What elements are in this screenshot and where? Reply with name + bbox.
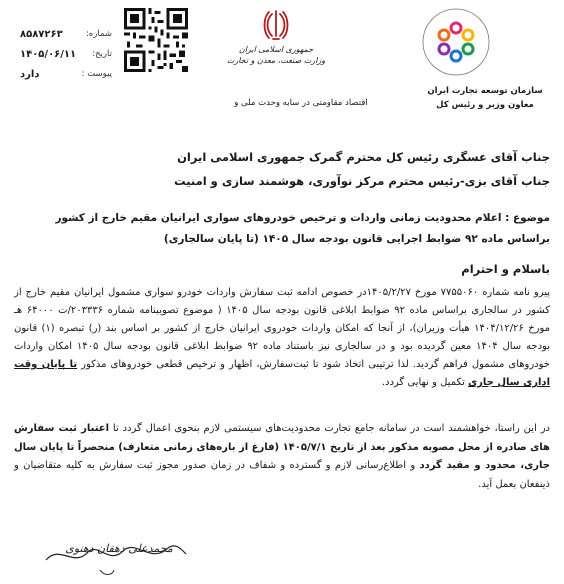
organization-block: [420, 84, 550, 112]
paragraph-2-end: و اطلاع‌رسانی لازم و گسترده و شفاف در زمان صدور مجوز ثبت سفارش به کلیه متقاضیان و ذینفعان بعمل آید.: [14, 460, 550, 490]
letter-number-row: [20, 24, 112, 44]
iran-emblem-icon: [262, 8, 290, 42]
ministry-line-1: جمهوری اسلامی ایران: [238, 45, 314, 54]
recipient-2: جناب آقای بزی-رئیس محترم مرکز نوآوری، هوشمند سازی و امنیت: [174, 174, 550, 188]
attachment-label: پیوست :: [81, 69, 112, 79]
ministry-line-2: وزارت صنعت، معدن و تجارت: [226, 56, 326, 65]
recipient-1: جناب آقای عسگری رئیس کل محترم گمرک جمهوری اسلامی ایران: [177, 150, 550, 164]
signatory-name: محمدعلی دهقان دهنوی: [65, 542, 173, 555]
paragraph-1-end: تکمیل و نهایی گردد.: [381, 377, 465, 388]
paragraph-2-emphasis: اعتبار ثبت سفارش های صادره از محل مصوبه مذکور بعد از تاریخ ۱۴۰۵/۷/۱ (فارغ از بازه‌های زمانی متعارف) منحصراً تا پایان سال جاری، محدود و مقید گردد: [14, 423, 550, 471]
letter-date-row: [20, 44, 112, 64]
paragraph-1-emphasis: تا پایان وقت اداری سال جاری: [14, 359, 550, 388]
attachment-value: دارد: [20, 68, 40, 80]
organization-name: سازمان توسعه تجارت ایران: [427, 86, 543, 96]
number-value: ۸۵۸۷۲۶۳: [20, 28, 63, 40]
letter-meta: [20, 24, 112, 84]
date-value: ۱۴۰۵/۰۶/۱۱: [20, 48, 77, 60]
number-label: شماره:: [85, 29, 112, 39]
paragraph-2-text: در این راستا، خواهشمند است در سامانه جامع تجارت محدودیت‌های سیستمی لازم بنحوی اعمال گردد تا: [112, 423, 550, 434]
paragraph-2: [14, 420, 550, 494]
paragraph-1-text: پیرو نامه شماره ۷۷۵۵۰۶۰ مورخ ۱۴۰۵/۲/۲۷در خصوص ادامه ثبت سفارش واردات خودرو سواری مشمول ایرانیان مقیم خارج از کشور در سالجاری براساس ماده ۹۲ ضوابط ابلاغی قانون بودجه سال ۱۴۰۵ ( موضوع تصویبنامه شماره ۲۰۳۳۳۶/ت ۶۴۰۰۰ هـ مورخ ۱۴۰۴/۱۲/۲۶ هیأت وزیران)، از آنجا که امکان واردات خودروی ایرانیان خارج از کشور بر اساس بند (ر) تبصره (۱) قانون بودجه سال ۱۴۰۴ معین گردیده بود و در سالجاری نیز باستناد ماده ۹۲ ضوابط ابلاغی قانون بودجه سال ۱۴۰۵ امکان واردات خودروهای مشمول فراهم گردید. لذا ترتیبی اتخاذ شود تا ثبت‌سفارش، اظهار و ترخیص قطعی خودروهای مذکور: [14, 287, 551, 370]
qr-code-icon: [124, 8, 188, 72]
year-slogan: اقتصاد مقاومتی در سایه وحدت ملی و: [234, 98, 368, 108]
date-label: تاریخ:: [92, 49, 112, 59]
organization-role: معاون وزیر و رئیس کل: [436, 100, 534, 110]
ministry-title: [226, 44, 326, 66]
paragraph-1: [14, 284, 550, 392]
attachment-row: [20, 64, 112, 84]
tpo-logo-icon: [420, 6, 492, 78]
greeting: باسلام و احترام: [461, 262, 550, 276]
letter-subject: موضوع : اعلام محدودیت زمانی واردات و ترخیص خودروهای سواری ایرانیان مقیم خارج از کشور براساس ماده ۹۲ ضوابط اجرایی قانون بودجه سال ۱۴۰۵ (تا پایان سالجاری): [55, 212, 550, 245]
